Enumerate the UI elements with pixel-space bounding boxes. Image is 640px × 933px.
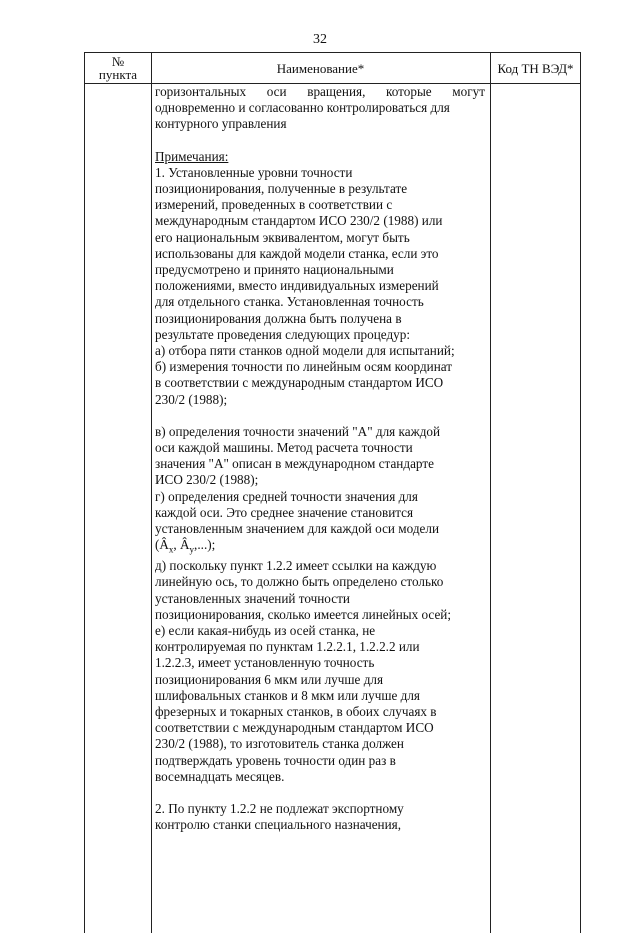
note-line: г) определения средней точности значения для	[155, 488, 418, 504]
note-line: международным стандартом ИСО 230/2 (1988) или	[155, 213, 443, 229]
note-line: а) отбора пяти станков одной модели для испытаний;	[155, 343, 455, 359]
formula-line	[155, 537, 485, 558]
item-description	[155, 84, 485, 833]
header-code: Код ТН ВЭД*	[497, 61, 574, 76]
column-divider	[580, 53, 581, 933]
note-line: фрезерных и токарных станков, в обоих случаях в	[155, 703, 437, 719]
formula-mid: , Â	[173, 537, 190, 553]
intro-line: контурного управления	[155, 116, 287, 132]
note-line: значения "А" описан в международном стандарте	[155, 456, 434, 472]
note-line: использованы для каждой модели станка, если это	[155, 245, 439, 261]
formula-open: (Â	[155, 537, 169, 553]
note-line: ИСО 230/2 (1988);	[155, 472, 259, 488]
formula-sub-x: x	[168, 544, 174, 555]
note-line: измерений, проведенных в соответствии с	[155, 197, 393, 213]
note-line: контролю станки специального назначения,	[155, 817, 402, 833]
note-line: установленных значений точности	[155, 590, 350, 606]
note-line: 1.2.2.3, имеет установленную точность	[155, 655, 375, 671]
note-line: в) определения точности значений "А" для каждой	[155, 423, 441, 439]
note-line: 230/2 (1988);	[155, 391, 228, 407]
note-line: каждой оси. Это среднее значение становится	[155, 504, 414, 520]
note-line: позиционирования, полученные в результате	[155, 181, 408, 197]
note-line: 230/2 (1988), то изготовитель станка должен	[155, 736, 404, 752]
formula-sub-y: y	[189, 544, 195, 555]
note-line: подтверждать уровень точности один раз в	[155, 752, 396, 768]
column-divider	[490, 53, 491, 933]
intro-line: одновременно и согласованно контролироваться для	[155, 100, 450, 116]
note-line: позиционирования должна быть получена в	[155, 310, 402, 326]
note1-continued-block	[155, 424, 485, 785]
table-header-row	[85, 53, 581, 84]
note-line: в соответствии с международным стандартом ИСО	[155, 375, 444, 391]
notes-heading: Примечания:	[155, 148, 229, 164]
note-line: контролируемая по пунктам 1.2.2.1, 1.2.2.2 или	[155, 639, 420, 655]
note-line: для отдельного станка. Установленная точность	[155, 294, 424, 310]
note-line: результате проведения следующих процедур:	[155, 326, 411, 342]
note-line: 2. По пункту 1.2.2 не подлежат экспортному	[155, 800, 404, 816]
note-line: позиционирования, сколько имеется линейных осей;	[155, 606, 452, 622]
formula-close: ,...);	[194, 537, 216, 553]
note-line: д) поскольку пункт 1.2.2 имеет ссылки на каждую	[155, 558, 437, 574]
note-line: линейную ось, то должно быть определено столько	[155, 574, 444, 590]
note-line: б) измерения точности по линейным осям координат	[155, 359, 453, 375]
note2-block	[155, 801, 485, 833]
note-line: оси каждой машины. Метод расчета точности	[155, 440, 413, 456]
note-line: шлифовальных станков и 8 мкм или лучше для	[155, 687, 420, 703]
note1-block	[155, 165, 485, 408]
header-item-number	[85, 55, 151, 81]
page-number: 32	[313, 32, 327, 47]
note-line: его национальным эквивалентом, могут быть	[155, 229, 410, 245]
header-num-line2: пункта	[98, 67, 138, 82]
note-line: положениями, вместо индивидуальных измерений	[155, 278, 439, 294]
header-num-line1: №	[111, 54, 125, 69]
intro-line: горизонтальных оси вращения, которые могут	[155, 84, 485, 99]
header-name: Наименование*	[276, 61, 365, 76]
note-line: е) если какая-нибудь из осей станка, не	[155, 622, 376, 638]
note-line: предусмотрено и принято национальными	[155, 262, 394, 278]
note-line: установленным значением для каждой оси модели	[155, 521, 440, 537]
column-divider	[151, 53, 152, 933]
note-line: 1. Установленные уровни точности	[155, 164, 353, 180]
note-line: соответствии с международным стандартом ИСО	[155, 720, 434, 736]
note-line: позиционирования 6 мкм или лучше для	[155, 671, 384, 687]
note-line: восемнадцать месяцев.	[155, 768, 285, 784]
